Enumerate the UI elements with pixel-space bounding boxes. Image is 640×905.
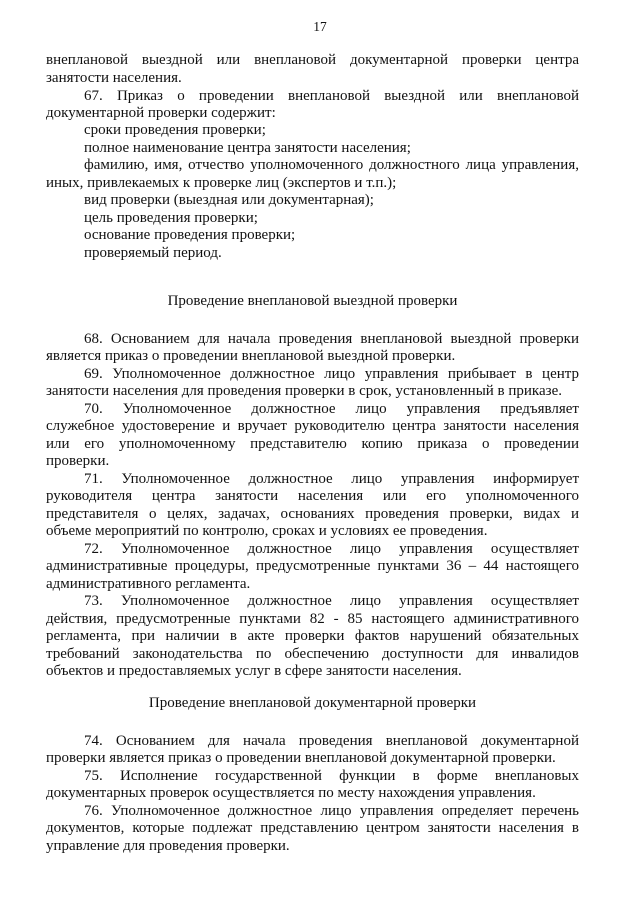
text-line: 76. Уполномоченное должностное лицо управления определяет перечень — [84, 803, 579, 819]
page-number: 17 — [313, 19, 327, 34]
text-line: 70. Уполномоченное должностное лицо управления предъявляет — [84, 401, 579, 417]
text-line: регламента, при наличии в акте проверки фактов нарушений обязательных — [46, 628, 579, 644]
text-line: полное наименование центра занятости населения; — [84, 140, 411, 156]
text-line: представителя о целях, задачах, основаниях проведения проверки, видах и — [46, 506, 579, 522]
text-line: фамилию, имя, отчество уполномоченного должностного лица управления, — [84, 157, 579, 173]
text-line: цель проведения проверки; — [84, 210, 258, 226]
text-line: 68. Основанием для начала проведения внеплановой выездной проверки — [84, 331, 579, 347]
text-line: действия, предусмотренные пунктами 82 - 85 настоящего административного — [46, 611, 579, 627]
text-line: проверяемый период. — [84, 245, 222, 261]
text-line: административного регламента. — [46, 576, 251, 592]
text-line: служебное удостоверение и вручает руководителю центра занятости населения — [46, 418, 579, 434]
text-line: административные процедуры, предусмотренные пунктами 36 – 44 настоящего — [46, 558, 579, 574]
text-line: внеплановой выездной или внеплановой документарной проверки центра — [46, 52, 579, 68]
text-line: основание проведения проверки; — [84, 227, 296, 243]
section-heading: Проведение внеплановой документарной проверки — [148, 695, 477, 711]
text-line: проверки. — [46, 453, 110, 469]
text-line: 75. Исполнение государственной функции в форме внеплановых — [84, 768, 579, 784]
text-line: документов, которые подлежат представлению центром занятости населения в — [46, 820, 579, 836]
text-line: документарных проверок осуществляется по месту нахождения управления. — [46, 785, 536, 801]
text-line: 69. Уполномоченное должностное лицо управления прибывает в центр — [84, 366, 579, 382]
text-line: занятости населения для проведения проверки в срок, установленный в приказе. — [46, 383, 562, 399]
text-line: 67. Приказ о проведении внеплановой выездной или внеплановой — [84, 88, 579, 104]
text-line: является приказ о проведении внеплановой выездной проверки. — [46, 348, 456, 364]
text-line: документарной проверки содержит: — [46, 105, 276, 121]
text-line: руководителя центра занятости населения или его уполномоченного — [46, 488, 579, 504]
text-line: управление для проведения проверки. — [46, 838, 290, 854]
text-line: объектов и предоставляемых услуг в сфере занятости населения. — [46, 663, 462, 679]
text-line: объеме мероприятий по контролю, сроках и условиях ее проведения. — [46, 523, 488, 539]
text-line: иных, привлекаемых к проверке лиц (экспертов и т.п.); — [46, 175, 397, 191]
text-line: проверки является приказ о проведении внеплановой документарной проверки. — [46, 750, 556, 766]
text-line: занятости населения. — [46, 70, 182, 86]
text-line: 72. Уполномоченное должностное лицо управления осуществляет — [84, 541, 579, 557]
text-line: 74. Основанием для начала проведения внеплановой документарной — [84, 733, 579, 749]
text-line: 71. Уполномоченное должностное лицо управления информирует — [84, 471, 579, 487]
text-line: 73. Уполномоченное должностное лицо управления осуществляет — [84, 593, 579, 609]
text-line: или его уполномоченному представителю копию приказа о проведении — [46, 436, 579, 452]
text-line: вид проверки (выездная или документарная); — [84, 192, 374, 208]
text-line: требований законодательства по обеспечению доступности для инвалидов — [46, 646, 579, 662]
section-heading: Проведение внеплановой выездной проверки — [167, 293, 458, 309]
text-line: сроки проведения проверки; — [84, 122, 266, 138]
